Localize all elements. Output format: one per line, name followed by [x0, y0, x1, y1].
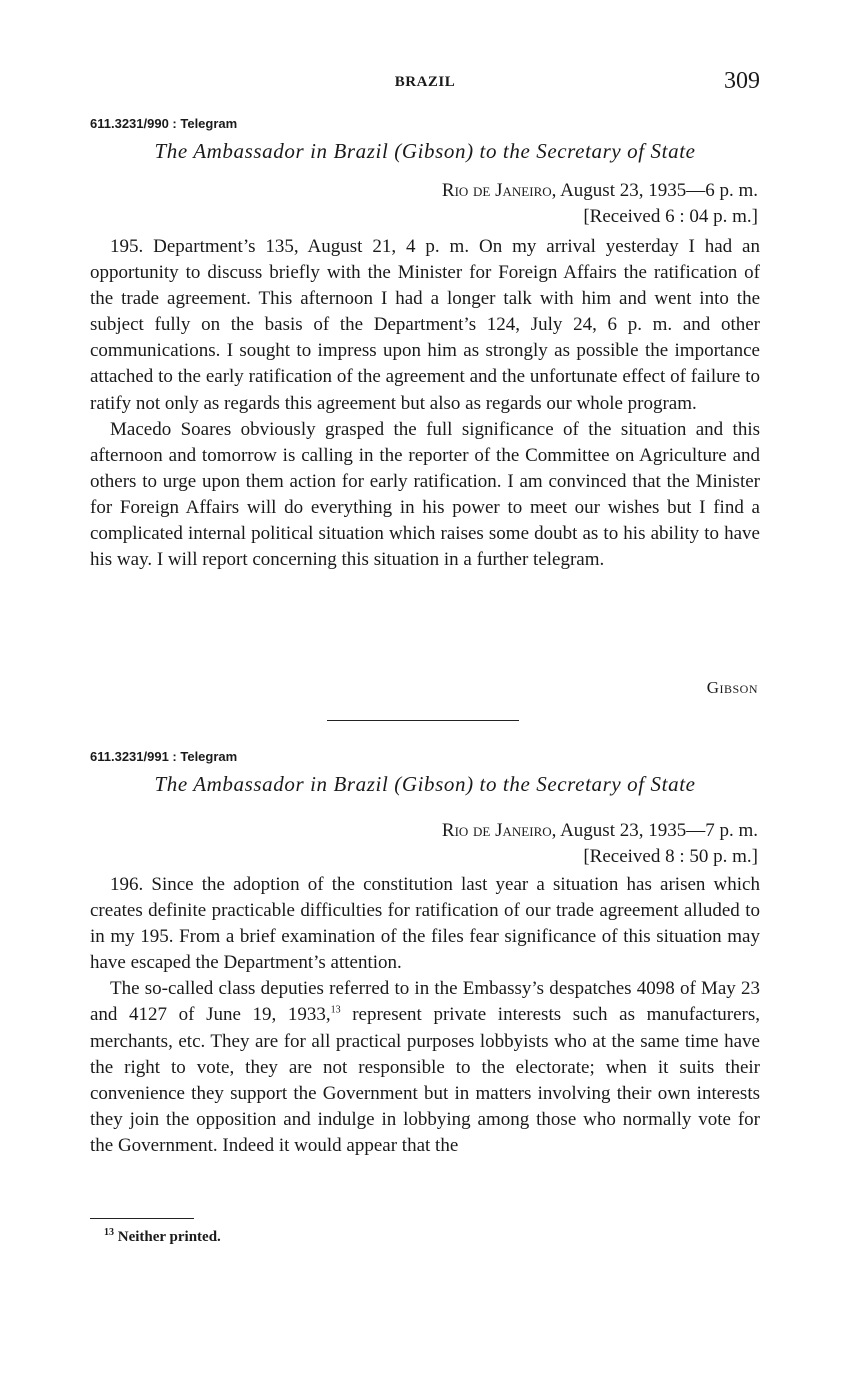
telegram-body	[90, 234, 760, 573]
body-paragraph: 196. Since the adoption of the constitution last year a situation has arisen which creates definite practicable difficulties for ratification of our trade agreement alluded to in my 195. From a brief examination of the files fear significance of this situation may have escaped the Department’s attention.	[90, 874, 760, 974]
running-head	[90, 70, 760, 100]
telegram-body	[90, 872, 760, 1159]
dateline-place: Rio de Janeiro,	[441, 820, 557, 841]
footnote-rule	[90, 1218, 194, 1219]
document-title: The Ambassador in Brazil (Gibson) to the Secretary of State	[154, 139, 696, 163]
received-time: [Received 6 : 04 p. m.]	[583, 206, 758, 227]
footnote-reference: 13	[330, 1005, 341, 1017]
body-paragraph	[90, 976, 760, 1159]
paragraph-text: The so-called class deputies referred to in the Embassy’s despatches 4098 of May 23 and 4127 of June 19, 1933,	[90, 978, 760, 1026]
footnote-marker: 13	[104, 1227, 114, 1238]
footnote-text: Neither printed.	[114, 1229, 221, 1245]
dateline	[442, 178, 758, 230]
body-paragraph: 195. Department’s 135, August 21, 4 p. m. On my arrival yesterday I had an opportunity to discuss briefly with the Minister for Foreign Affairs the ratification of the trade agreement. This afternoon I had a longer talk with him and went into the subject fully on the basis of the Department’s 124, July 24, 6 p. m. and other communications. I sought to impress upon him as strongly as possible the importance attached to the early ratification of the agreement and the unfortunate effect of failure to ratify not only as regards this agreement but also as regards our whole program.	[90, 236, 760, 414]
file-number: 611.3231/990 : Telegram	[90, 116, 238, 131]
file-number: 611.3231/991 : Telegram	[90, 749, 238, 764]
paragraph-text: represent private interests such as manufacturers, merchants, etc. They are for all practical purposes lobbyists who at the same time have the right to vote, they are not responsible to the electorate; when it suits their convenience they support the Government but in matters involving their own interests they join the opposition and indulge in lobbying among those who normally vote for the Government. Indeed it would appear that the	[90, 1004, 760, 1156]
dateline-date: August 23, 1935—6 p. m.	[556, 180, 758, 201]
running-title: BRAZIL	[394, 74, 456, 90]
section-separator	[327, 720, 519, 721]
dateline-date: August 23, 1935—7 p. m.	[556, 820, 758, 841]
dateline	[442, 818, 758, 870]
page-number: 309	[724, 68, 760, 94]
signature: Gibson	[706, 678, 758, 697]
dateline-place: Rio de Janeiro,	[441, 180, 557, 201]
footnote	[104, 1229, 221, 1246]
received-time: [Received 8 : 50 p. m.]	[583, 846, 758, 867]
document-title: The Ambassador in Brazil (Gibson) to the Secretary of State	[154, 772, 696, 796]
body-paragraph: Macedo Soares obviously grasped the full significance of the situation and this afternoon and tomorrow is calling in the reporter of the Committee on Agriculture and others to urge upon them action for early ratification. I am convinced that the Minister for Foreign Affairs will do everything in his power to meet our wishes but I find a complicated internal political situation which raises some doubt as to his ability to have his way. I will report concerning this situation in a further telegram.	[90, 418, 760, 571]
